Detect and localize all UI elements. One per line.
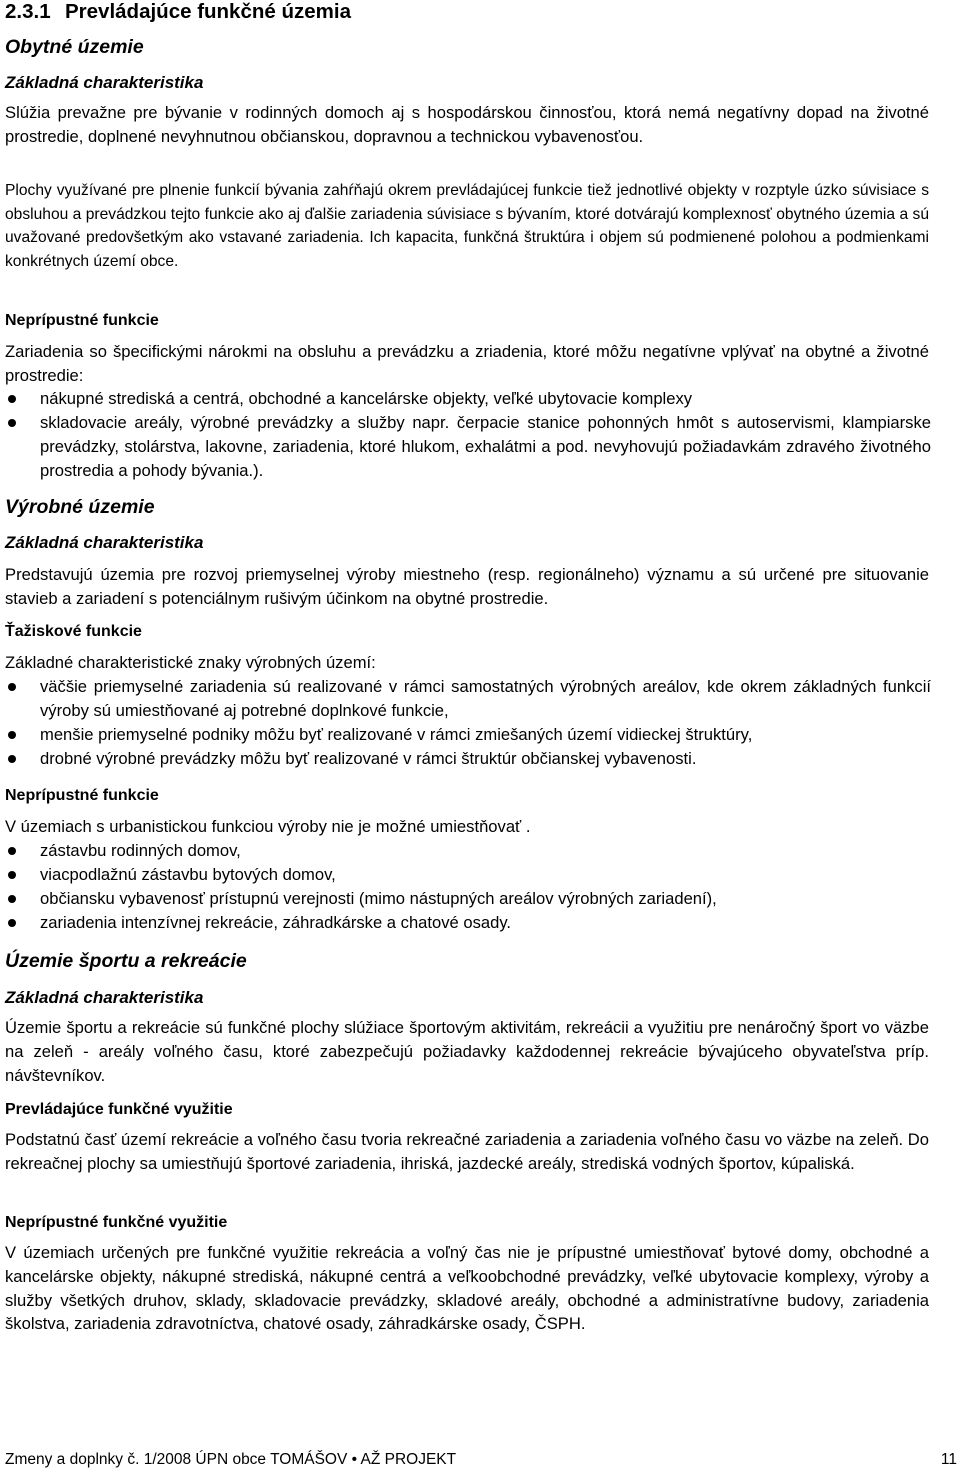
sport-char-heading: Základná charakteristika bbox=[5, 988, 204, 1007]
bullet-icon bbox=[8, 395, 16, 403]
list-item: skladovacie areály, výrobné prevádzky a služby napr. čerpacie stanice pohonných hmôt s autoservismi, klampiarske prevádzky, stolárstva, lakovne, zariadenia, ktoré hlukom, exhalátmi a pod. nevyhovujú požiadavkám zdravého životného prostredia a pohody bývania.). bbox=[40, 411, 931, 482]
bullet-icon bbox=[8, 755, 16, 763]
vyrobne-paragraph-1: Predstavujú územia pre rozvoj priemyselnej výroby miestneho (resp. regionálneho) významu a sú určené pre situovanie stavieb a zariadení s potenciálnym rušivým účinkom na obytné prostredie. bbox=[5, 565, 929, 608]
section-heading bbox=[5, 0, 351, 24]
list-item: zariadenia intenzívnej rekreácie, záhradkárske a chatové osady. bbox=[40, 911, 931, 935]
vyrobne-neprip-heading: Neprípustné funkcie bbox=[5, 787, 159, 804]
section-number: 2.3.1 bbox=[5, 0, 51, 23]
sport-neprip-heading: Neprípustné funkčné využitie bbox=[5, 1214, 228, 1231]
list-item: zástavbu rodinných domov, bbox=[40, 839, 931, 863]
bullet-icon bbox=[8, 919, 16, 927]
vyrobne-taz-intro: Základné charakteristické znaky výrobných území: bbox=[5, 653, 376, 672]
list-item: väčšie priemyselné zariadenia sú realizované v rámci samostatných výrobných areálov, kde okrem základných funkcií výroby sú umiestňované aj potrebné doplnkové funkcie, bbox=[40, 675, 931, 723]
obytne-neprip-heading: Neprípustné funkcie bbox=[5, 312, 159, 329]
bullet-icon bbox=[8, 871, 16, 879]
list-item: viacpodlažnú zástavbu bytových domov, bbox=[40, 863, 931, 887]
sport-prev-paragraph: Podstatnú časť území rekreácie a voľného času tvoria rekreačné zariadenia a zariadenia voľného času vo väzbe na zeleň. Do rekreačnej plochy sa umiestňujú športové zariadenia, ihriská, jazdecké areály, strediská vodných športov, kúpaliská. bbox=[5, 1130, 929, 1173]
obytne-paragraph-1: Slúžia prevažne pre bývanie v rodinných domoch aj s hospodárskou činnosťou, ktorá nemá negatívny dopad na životné prostredie, doplnené nevyhnutnou občianskou, dopravnou a technickou vybavenosťou. bbox=[5, 103, 929, 146]
list-item: občiansku vybavenosť prístupnú verejnosti (mimo nástupných areálov výrobných zariadení), bbox=[40, 887, 931, 911]
sport-title: Územie športu a rekreácie bbox=[5, 950, 247, 972]
obytne-neprip-intro: Zariadenia so špecifickými nárokmi na obsluhu a prevádzku a zriadenia, ktoré môžu negatívne vplývať na obytné a životné prostredie: bbox=[5, 342, 929, 385]
bullet-icon bbox=[8, 731, 16, 739]
page-number: 11 bbox=[940, 1451, 957, 1468]
footer-text: Zmeny a doplnky č. 1/2008 ÚPN obce TOMÁŠOV • AŽ PROJEKT bbox=[5, 1451, 457, 1468]
bullet-icon bbox=[8, 895, 16, 903]
bullet-icon bbox=[8, 419, 16, 427]
list-item: menšie priemyselné podniky môžu byť realizované v rámci zmiešaných území vidieckej štruktúry, bbox=[40, 723, 931, 747]
sport-prev-heading: Prevládajúce funkčné využitie bbox=[5, 1101, 233, 1118]
vyrobne-taz-heading: Ťažiskové funkcie bbox=[5, 623, 142, 640]
list-item: nákupné strediská a centrá, obchodné a kancelárske objekty, veľké ubytovacie komplexy bbox=[40, 387, 931, 411]
vyrobne-neprip-intro: V územiach s urbanistickou funkciou výroby nie je možné umiestňovať . bbox=[5, 817, 531, 836]
obytne-title: Obytné územie bbox=[5, 36, 144, 58]
vyrobne-title: Výrobné územie bbox=[5, 496, 155, 518]
section-title: Prevládajúce funkčné územia bbox=[65, 0, 351, 23]
sport-paragraph-1: Územie športu a rekreácie sú funkčné plochy slúžiace športovým aktivitám, rekreácii a využitiu pre nenáročný šport vo väzbe na zeleň - areály voľného času, ktoré zabezpečujú požiadavky každodennej rekreácie bývajúceho obyvateľstva príp. návštevníkov. bbox=[5, 1018, 929, 1085]
obytne-paragraph-2: Plochy využívané pre plnenie funkcií bývania zahŕňajú okrem prevládajúcej funkcie tiež jednotlivé objekty v rozptyle úzko súvisiace s obsluhou a prevádzkou tejto funkcie ako aj ďalšie zariadenia súvisiace s bývaním, ktoré dotvárajú komplexnosť obytného územia a sú uvažované predovšetkým ako vstavané zariadenia. Ich kapacita, funkčná štruktúra i objem sú podmienené polohou a podmienkami konkrétnych území obce. bbox=[5, 182, 929, 270]
sport-neprip-paragraph: V územiach určených pre funkčné využitie rekreácia a voľný čas nie je prípustné umiestňovať bytové domy, obchodné a kancelárske objekty, nákupné strediská, nákupné centrá a veľkoobchodné prevádzky, veľké ubytovacie komplexy, výroby a služby všetkých druhov, sklady, skladovacie prevádzky, skladové areály, obchodné a administratívne budovy, zariadenia školstva, zariadenia zdravotníctva, chatové osady, záhradkárske osady, ČSPH. bbox=[5, 1243, 929, 1334]
bullet-icon bbox=[8, 683, 16, 691]
vyrobne-char-heading: Základná charakteristika bbox=[5, 533, 204, 552]
obytne-char-heading: Základná charakteristika bbox=[5, 73, 204, 92]
list-item: drobné výrobné prevádzky môžu byť realizované v rámci štruktúr občianskej vybavenosti. bbox=[40, 747, 931, 771]
bullet-icon bbox=[8, 847, 16, 855]
